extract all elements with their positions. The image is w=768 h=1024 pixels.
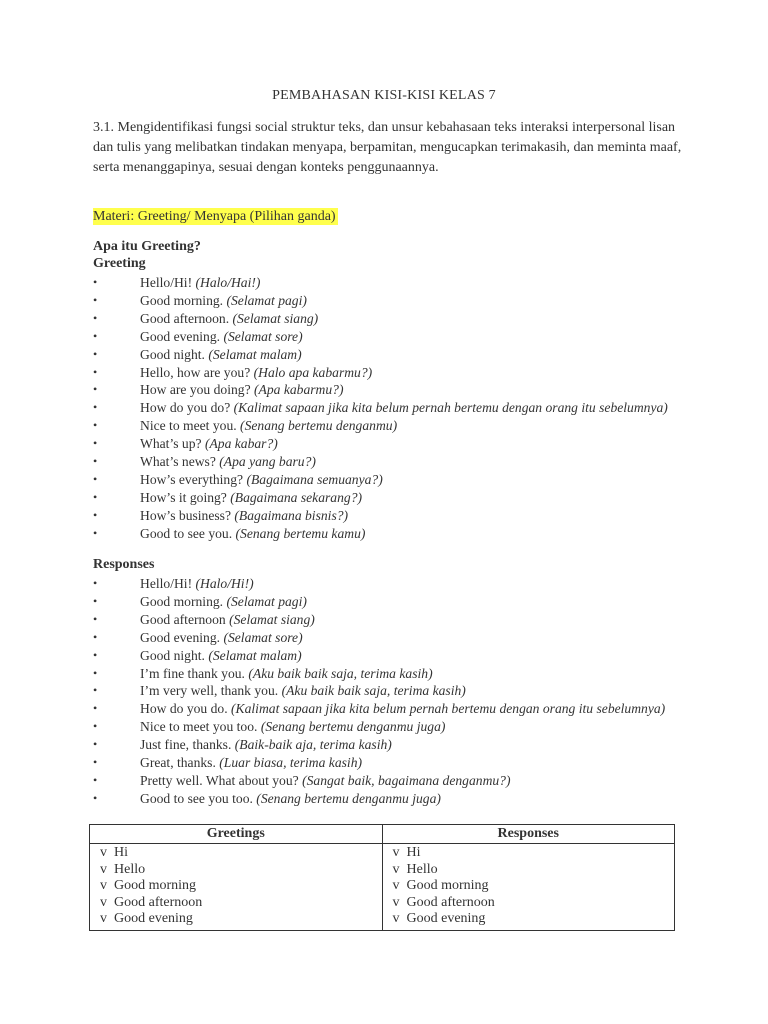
english-phrase: How do you do. — [140, 701, 232, 717]
translation: (Selamat siang) — [232, 310, 319, 326]
translation: (Apa kabarmu?) — [254, 382, 344, 398]
english-phrase: Nice to meet you too. — [140, 719, 261, 735]
bullet-icon: • — [93, 719, 98, 734]
bullet-icon: • — [93, 665, 98, 680]
list-item — [93, 417, 673, 435]
materi-text: Materi: Greeting/ Menyapa (Pilihan ganda) — [93, 209, 336, 224]
translation: (Senang bertemu denganmu juga) — [256, 790, 441, 806]
table-item: v Good morning — [392, 878, 489, 894]
bullet-icon: • — [93, 755, 98, 770]
list-item — [93, 381, 673, 399]
list-item — [93, 682, 673, 700]
bullet-icon: • — [93, 647, 98, 662]
english-phrase: Good afternoon. — [140, 310, 233, 326]
list-item — [93, 647, 673, 665]
translation: (Senang bertemu denganmu) — [240, 418, 398, 434]
bullet-icon: • — [93, 629, 98, 644]
english-phrase: Good afternoon — [140, 611, 230, 627]
english-phrase: Just fine, thanks. — [140, 737, 235, 753]
bullet-icon: • — [93, 683, 98, 698]
english-phrase: Hello/Hi! — [140, 576, 196, 591]
bullet-icon: • — [93, 436, 98, 451]
translation: (Baik-baik aja, terima kasih) — [234, 737, 392, 753]
bullet-icon: • — [93, 454, 98, 469]
greetings-cell — [90, 844, 383, 931]
translation: (Luar biasa, terima kasih) — [219, 755, 363, 771]
english-phrase: Good evening. — [140, 328, 224, 344]
translation: (Selamat pagi) — [226, 292, 307, 308]
list-item — [93, 665, 673, 683]
translation: (Halo apa kabarmu?) — [253, 364, 373, 380]
translation: (Selamat siang) — [229, 611, 315, 627]
bullet-icon: • — [93, 382, 98, 397]
translation: (Selamat malam) — [208, 346, 302, 362]
bullet-icon: • — [93, 400, 98, 415]
table-item: v Hi — [392, 845, 421, 860]
greeting-heading: Greeting — [93, 256, 146, 271]
english-phrase: Good night. — [140, 346, 209, 362]
english-phrase: Good evening. — [140, 629, 224, 645]
bullet-icon: • — [93, 701, 98, 716]
english-phrase: Good morning. — [140, 593, 227, 609]
table-item: v Good evening — [100, 911, 193, 927]
bullet-icon: • — [93, 737, 98, 752]
english-phrase: Great, thanks. — [140, 755, 220, 771]
english-phrase: Good morning. — [140, 292, 227, 308]
list-item — [93, 629, 673, 647]
bullet-icon: • — [93, 328, 98, 343]
english-phrase: What’s up? — [140, 436, 205, 452]
english-phrase: Hello/Hi! — [140, 275, 196, 290]
english-phrase: How’s business? — [140, 507, 235, 523]
translation: (Senang bertemu denganmu juga) — [260, 719, 446, 735]
translation: (Apa yang baru?) — [219, 454, 316, 470]
document-title: PEMBAHASAN KISI-KISI KELAS 7 — [272, 88, 496, 103]
english-phrase: Good night. — [140, 647, 209, 663]
translation: (Bagaimana semuanya?) — [246, 471, 383, 487]
translation: (Senang bertemu kamu) — [235, 525, 366, 541]
translation: (Sangat baik, bagaimana denganmu?) — [302, 772, 511, 788]
english-phrase: How’s it going? — [140, 489, 231, 505]
list-item — [93, 700, 673, 718]
translation: (Apa kabar?) — [204, 436, 278, 452]
translation: (Bagaimana bisnis?) — [234, 507, 349, 523]
list-item — [93, 754, 673, 772]
list-item — [93, 611, 673, 629]
english-phrase: I’m very well, thank you. — [140, 683, 282, 699]
responses-list — [93, 575, 673, 808]
list-item — [93, 399, 673, 417]
list-item — [93, 310, 673, 328]
list-item — [93, 453, 673, 471]
materi-highlight — [93, 206, 338, 228]
responses-cell — [382, 844, 675, 931]
english-phrase: What’s news? — [140, 454, 220, 470]
list-item — [93, 507, 673, 525]
english-phrase: Pretty well. What about you? — [140, 772, 303, 788]
table-item: v Good evening — [392, 911, 486, 927]
translation: (Selamat pagi) — [226, 593, 307, 609]
list-item — [93, 274, 673, 292]
list-item — [93, 435, 673, 453]
translation: (Selamat sore) — [223, 629, 303, 645]
english-phrase: How’s everything? — [140, 471, 247, 487]
translation: (Kalimat sapaan jika kita belum pernah bertemu dengan orang itu sebelumnya) — [233, 400, 668, 416]
bullet-icon: • — [93, 593, 98, 608]
bullet-icon: • — [93, 790, 98, 805]
list-item — [93, 471, 673, 489]
bullet-icon: • — [93, 275, 98, 289]
english-phrase: Nice to meet you. — [140, 418, 241, 434]
english-phrase: How are you doing? — [140, 382, 255, 398]
bullet-icon: • — [93, 364, 98, 379]
table-item: v Hello — [392, 861, 438, 877]
translation: (Halo/Hai!) — [195, 275, 261, 290]
english-phrase: I’m fine thank you. — [140, 665, 249, 681]
list-item — [93, 328, 673, 346]
bullet-icon: • — [93, 611, 98, 626]
bullet-icon: • — [93, 346, 98, 361]
bullet-icon: • — [93, 471, 98, 486]
translation: (Aku baik baik saja, terima kasih) — [248, 665, 433, 681]
list-item — [93, 292, 673, 310]
list-item — [93, 575, 673, 593]
table-item: v Good afternoon — [100, 894, 203, 910]
list-item — [93, 364, 673, 382]
table-item: v Good afternoon — [392, 894, 495, 910]
bullet-icon: • — [93, 507, 98, 522]
list-item — [93, 790, 673, 808]
english-phrase: How do you do? — [140, 400, 234, 416]
english-phrase: Good to see you. — [140, 525, 236, 541]
greetings-responses-table — [89, 824, 675, 931]
translation: (Halo/Hi!) — [195, 576, 254, 591]
translation: (Selamat sore) — [223, 328, 303, 344]
translation: (Aku baik baik saja, terima kasih) — [281, 683, 466, 699]
list-item — [93, 736, 673, 754]
translation: (Bagaimana sekarang?) — [230, 489, 363, 505]
table-header-responses: Responses — [382, 825, 675, 844]
list-item — [93, 489, 673, 507]
bullet-icon: • — [93, 292, 98, 307]
translation: (Kalimat sapaan jika kita belum pernah bertemu dengan orang itu sebelumnya) — [231, 701, 666, 717]
table-item: v Good morning — [100, 878, 197, 894]
english-phrase: Hello, how are you? — [140, 364, 254, 380]
bullet-icon: • — [93, 310, 98, 325]
bullet-icon: • — [93, 418, 98, 433]
list-item — [93, 772, 673, 790]
greeting-list — [93, 274, 673, 543]
bullet-icon: • — [93, 489, 98, 504]
bullet-icon: • — [93, 525, 98, 540]
list-item — [93, 346, 673, 364]
competency-paragraph: 3.1. Mengidentifikasi fungsi social struktur teks, dan unsur kebahasaan teks interaksi interpersonal lisan dan tulis yang melibatkan tindakan menyapa, berpamitan, mengucapkan terimakasih, dan meminta maaf, serta menanggapinya, sesuai dengan konteks penggunaannya. — [93, 120, 682, 176]
responses-heading: Responses — [93, 557, 155, 572]
list-item — [93, 718, 673, 736]
english-phrase: Good to see you too. — [140, 790, 257, 806]
bullet-icon: • — [93, 576, 98, 590]
translation: (Selamat malam) — [208, 647, 302, 663]
table-item: v Hi — [100, 845, 128, 860]
table-item: v Hello — [100, 861, 146, 877]
list-item — [93, 525, 673, 543]
table-header-greetings: Greetings — [90, 825, 383, 844]
bullet-icon: • — [93, 772, 98, 787]
question-heading: Apa itu Greeting? — [93, 239, 201, 254]
list-item — [93, 593, 673, 611]
